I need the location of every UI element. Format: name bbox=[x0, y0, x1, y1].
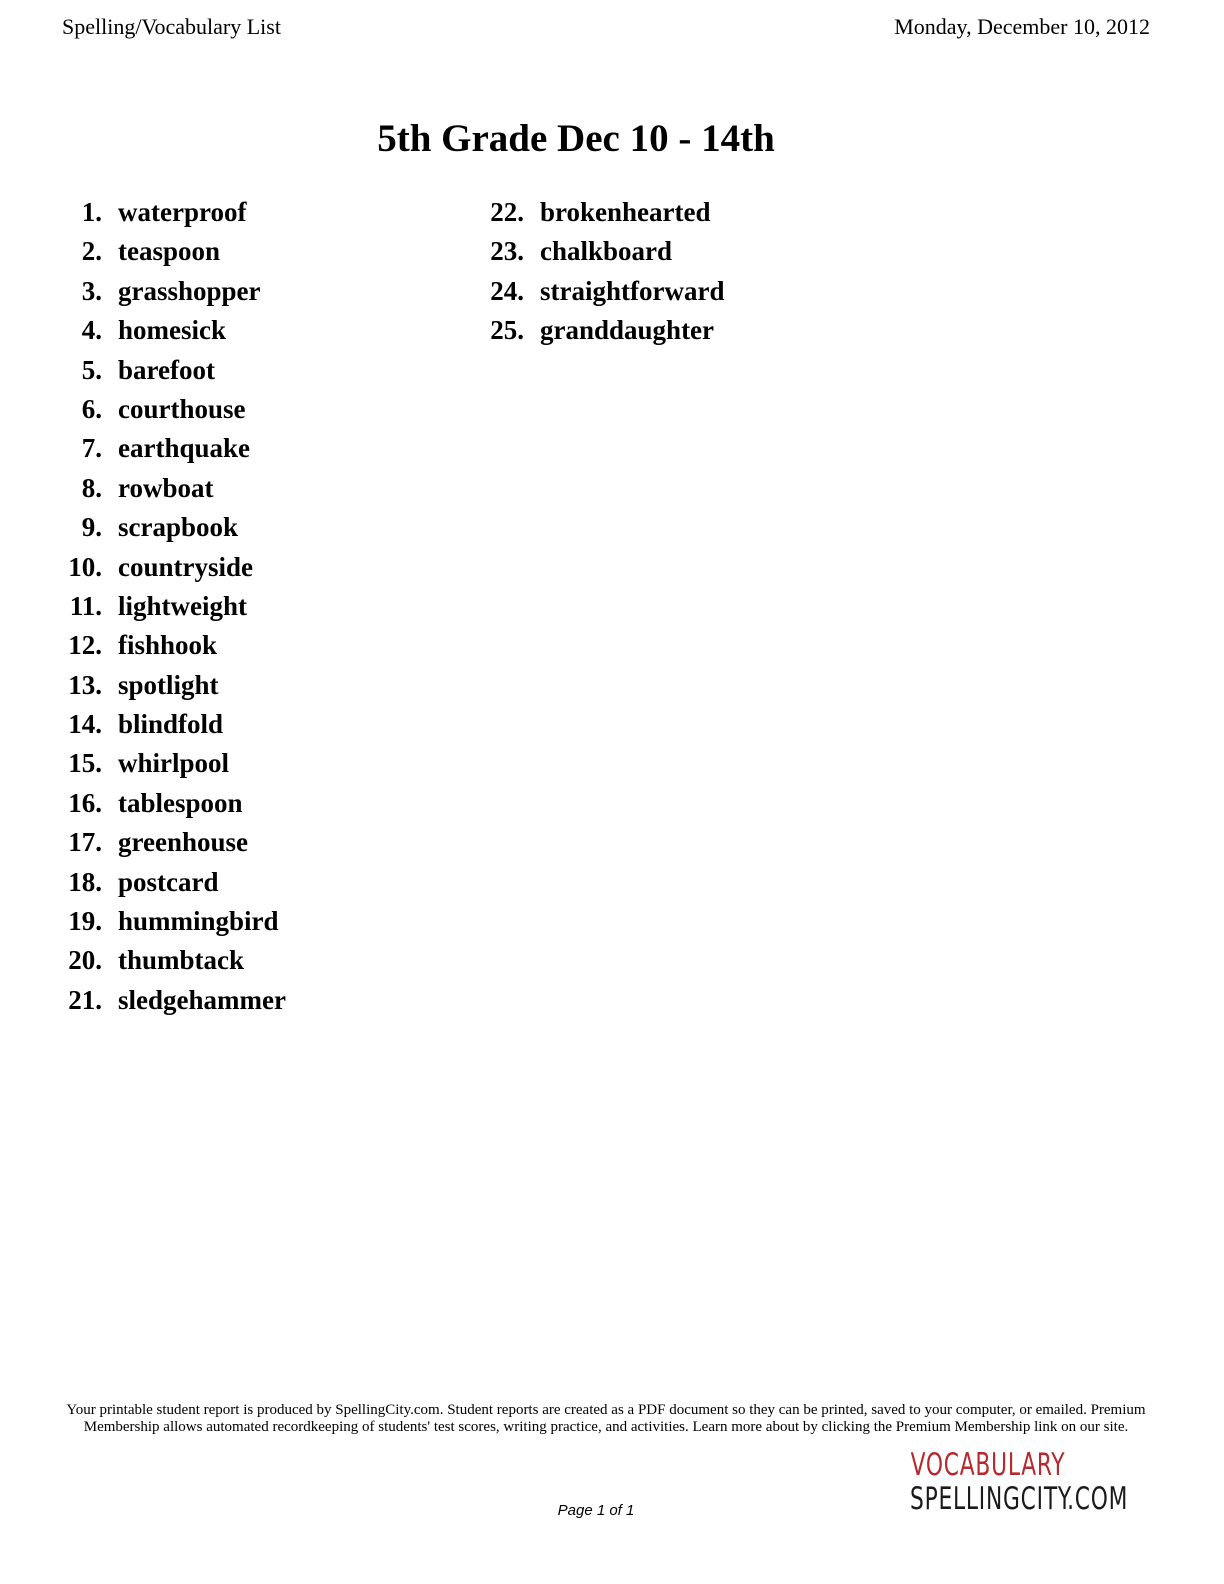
item-word: whirlpool bbox=[118, 748, 230, 779]
list-item bbox=[60, 626, 286, 665]
list-item bbox=[60, 351, 286, 390]
list-item bbox=[60, 863, 286, 902]
word-list-column-2 bbox=[482, 193, 724, 351]
item-number: 4. bbox=[81, 315, 102, 346]
item-number: 11. bbox=[69, 590, 102, 621]
logo-line-vocabulary: VOCABULARY bbox=[910, 1447, 1066, 1483]
item-word: teaspoon bbox=[118, 236, 221, 267]
item-number: 8. bbox=[81, 472, 102, 503]
list-item bbox=[482, 193, 724, 232]
item-number: 18. bbox=[68, 866, 102, 897]
item-number: 7. bbox=[81, 433, 102, 464]
item-number: 6. bbox=[81, 393, 102, 424]
item-number: 20. bbox=[68, 945, 102, 976]
item-word: greenhouse bbox=[118, 827, 249, 858]
list-item bbox=[60, 744, 286, 783]
item-word: blindfold bbox=[118, 709, 224, 740]
item-number: 5. bbox=[81, 354, 102, 385]
list-item bbox=[60, 705, 286, 744]
item-word: barefoot bbox=[118, 354, 215, 385]
item-word: lightweight bbox=[118, 590, 248, 621]
item-word: homesick bbox=[118, 315, 226, 346]
header-date: Monday, December 10, 2012 bbox=[894, 14, 1150, 39]
item-number: 16. bbox=[68, 787, 102, 818]
item-word: earthquake bbox=[118, 433, 251, 464]
spellingcity-logo bbox=[888, 1447, 1129, 1517]
item-word: thumbtack bbox=[118, 945, 245, 976]
item-word: grasshopper bbox=[118, 275, 261, 306]
item-word: tablespoon bbox=[118, 787, 243, 818]
item-word: spotlight bbox=[118, 669, 219, 700]
item-number: 14. bbox=[68, 709, 102, 740]
item-word: rowboat bbox=[118, 472, 214, 503]
list-item bbox=[60, 784, 286, 823]
item-number: 13. bbox=[68, 669, 102, 700]
list-item bbox=[60, 666, 286, 705]
item-word: countryside bbox=[118, 551, 253, 582]
item-number: 25. bbox=[490, 315, 524, 346]
item-number: 10. bbox=[68, 551, 102, 582]
list-item bbox=[60, 902, 286, 941]
page-title: 5th Grade Dec 10 - 14th bbox=[377, 117, 775, 160]
list-item bbox=[60, 390, 286, 429]
item-word: fishhook bbox=[118, 630, 218, 661]
item-number: 15. bbox=[68, 748, 102, 779]
item-word: chalkboard bbox=[540, 236, 673, 267]
item-word: courthouse bbox=[118, 393, 246, 424]
list-item bbox=[482, 311, 724, 350]
item-word: waterproof bbox=[118, 197, 247, 227]
item-number: 3. bbox=[81, 275, 102, 306]
footer-disclaimer: Your printable student report is produced by SpellingCity.com. Student reports are created as a PDF document so they can be printed, saved to your computer, or emailed. Premium Membership allows automated recordkeeping of students' test scores, writing practice, and activities. Learn more about by clicking the Premium Membership link on our site. bbox=[66, 1402, 1146, 1435]
page-number: Page 1 of 1 bbox=[557, 1502, 635, 1519]
item-word: postcard bbox=[118, 866, 219, 897]
list-item bbox=[60, 272, 286, 311]
item-word: hummingbird bbox=[118, 906, 279, 937]
list-item bbox=[60, 548, 286, 587]
list-item bbox=[60, 941, 286, 980]
item-number: 23. bbox=[490, 236, 524, 267]
item-number: 1. bbox=[81, 197, 102, 227]
list-item bbox=[60, 469, 286, 508]
list-item bbox=[482, 232, 724, 271]
item-number: 22. bbox=[490, 197, 524, 227]
list-item bbox=[60, 508, 286, 547]
item-number: 17. bbox=[68, 827, 102, 858]
item-word: straightforward bbox=[540, 275, 725, 306]
list-item bbox=[482, 272, 724, 311]
item-word: granddaughter bbox=[540, 315, 715, 346]
logo-line-spellingcity: SPELLINGCITY.COM bbox=[910, 1481, 1129, 1517]
list-item bbox=[60, 193, 286, 232]
item-word: scrapbook bbox=[118, 512, 239, 543]
item-word: sledgehammer bbox=[118, 984, 286, 1015]
item-number: 24. bbox=[490, 275, 524, 306]
word-list-column-1 bbox=[60, 193, 286, 1020]
item-number: 2. bbox=[81, 236, 102, 267]
list-item bbox=[60, 981, 286, 1020]
item-number: 9. bbox=[81, 512, 102, 543]
list-item bbox=[60, 587, 286, 626]
item-number: 19. bbox=[68, 906, 102, 937]
list-item bbox=[60, 429, 286, 468]
header-left-title: Spelling/Vocabulary List bbox=[62, 14, 281, 39]
list-item bbox=[60, 823, 286, 862]
list-item bbox=[60, 311, 286, 350]
item-number: 21. bbox=[68, 984, 102, 1015]
item-word: brokenhearted bbox=[540, 197, 711, 227]
list-item bbox=[60, 232, 286, 271]
item-number: 12. bbox=[68, 630, 102, 661]
